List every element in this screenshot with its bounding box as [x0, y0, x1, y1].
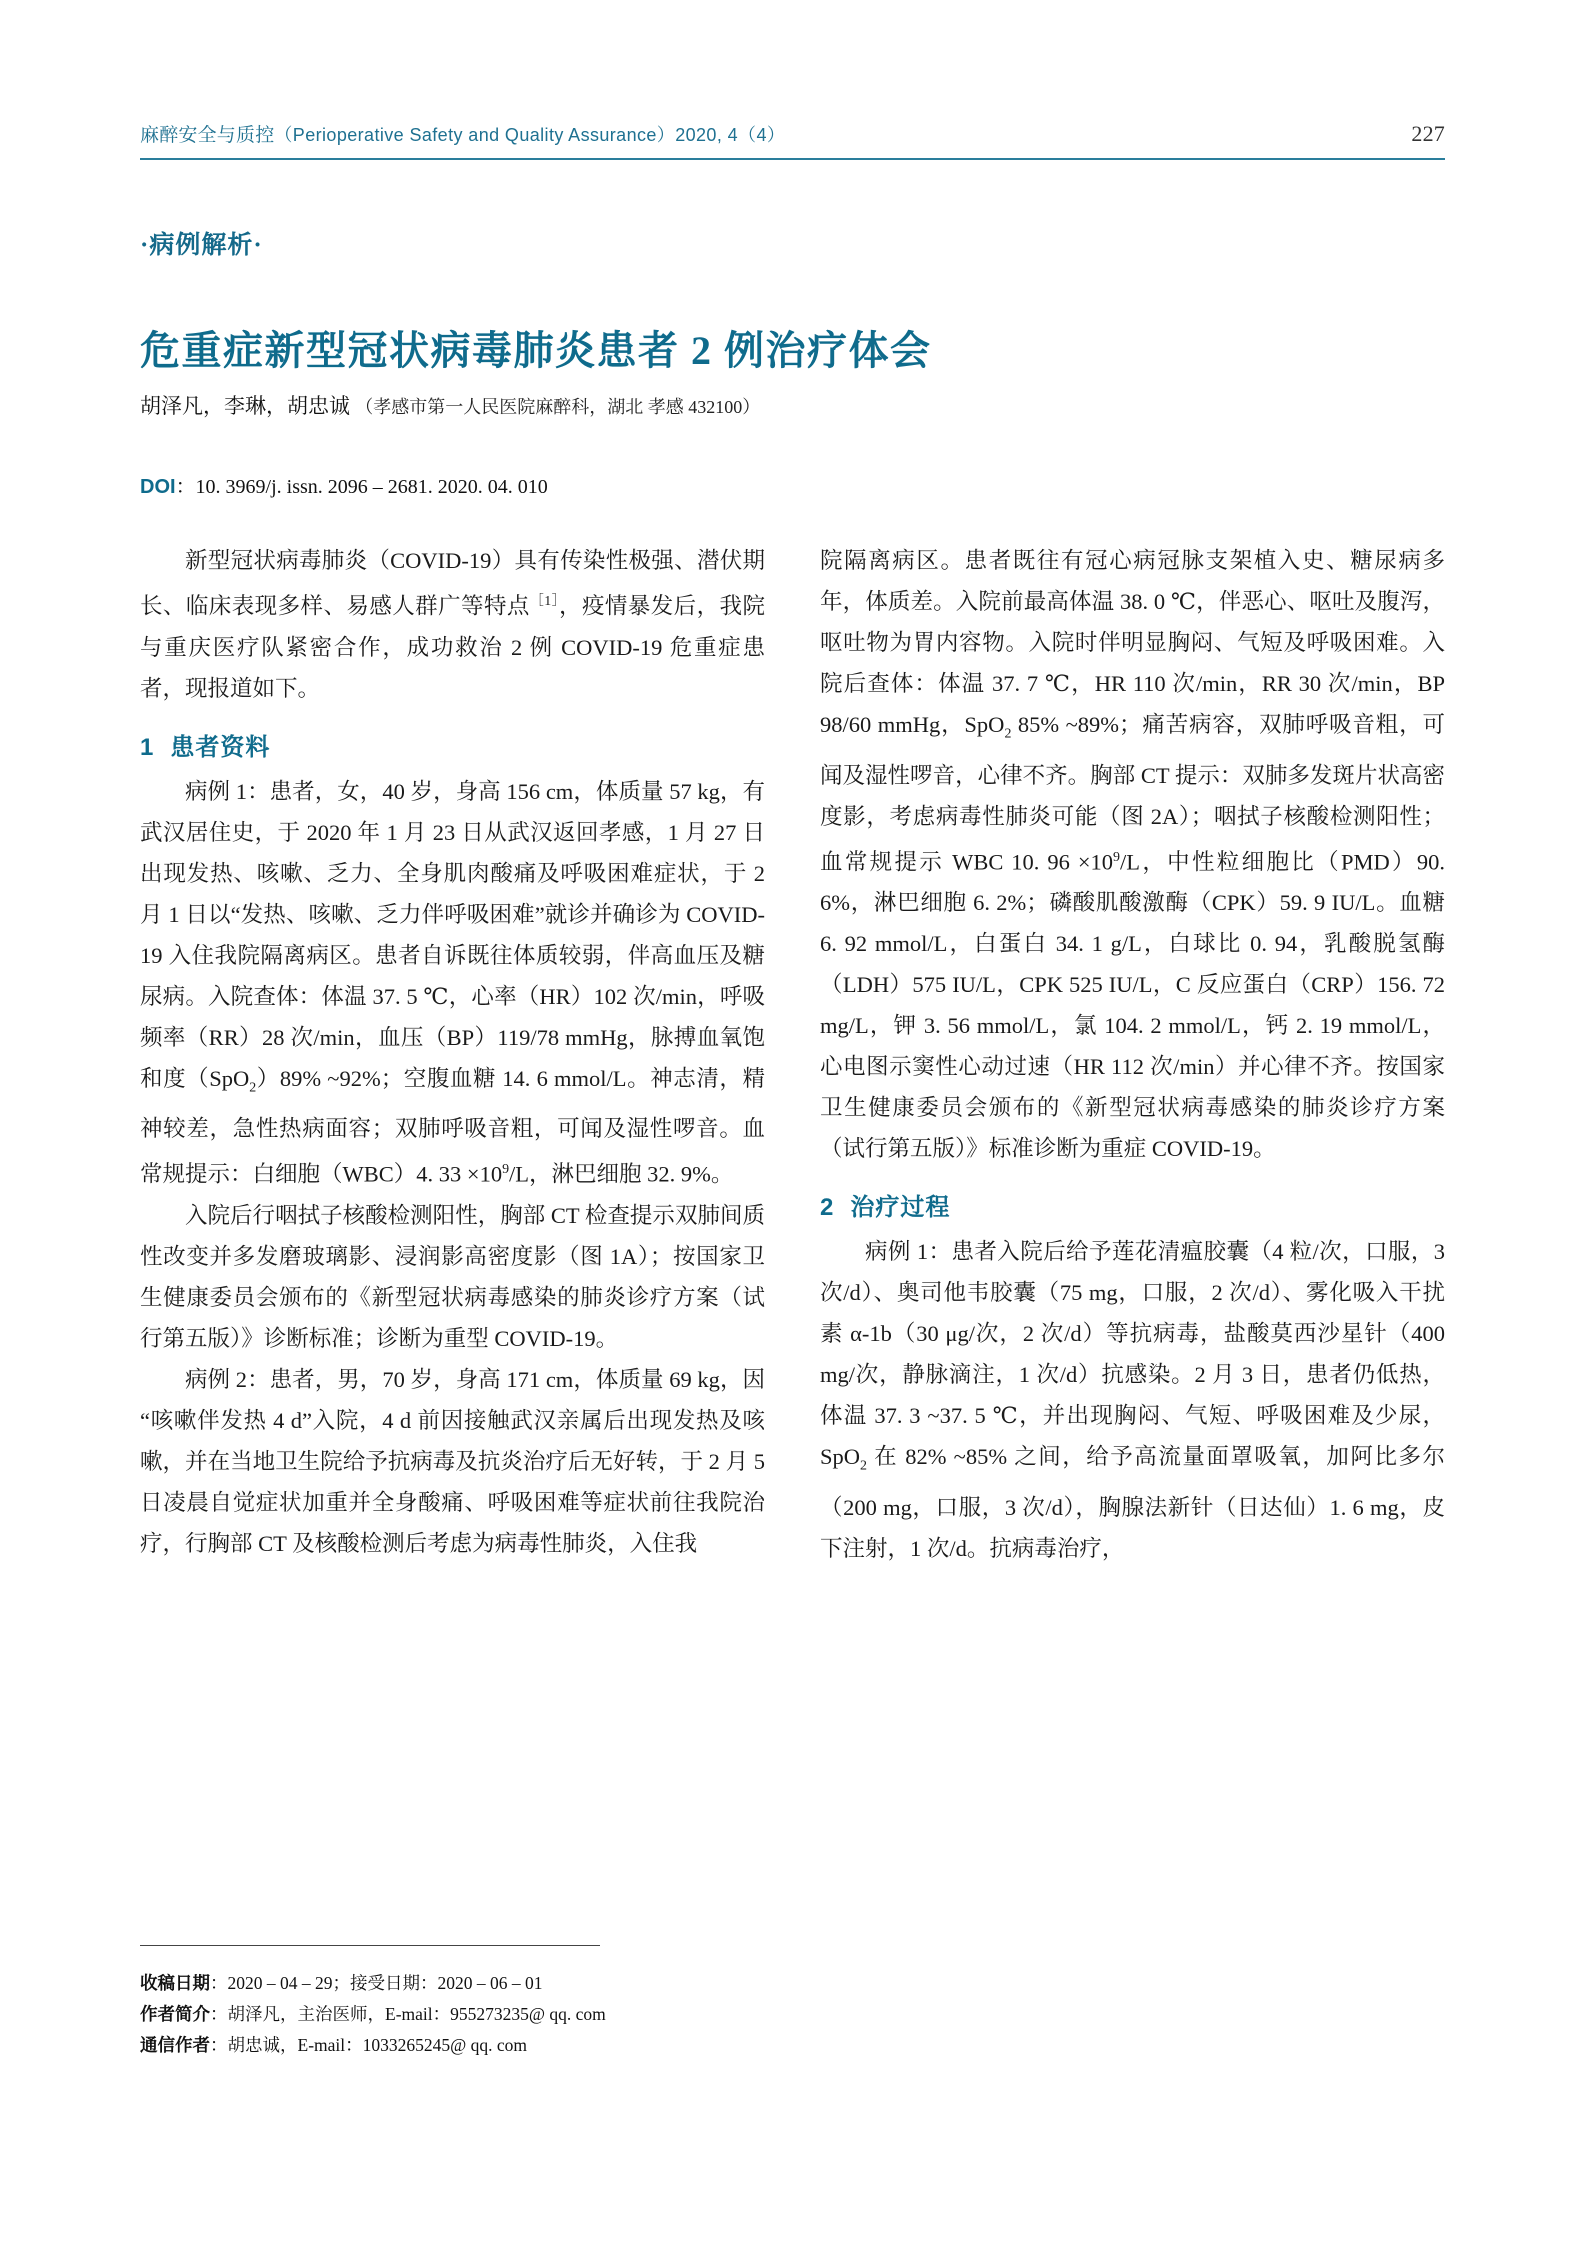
- section-title-2: 治疗过程: [850, 1195, 951, 1221]
- case2-text-b: 85% ~89%；痛苦病容，双肺呼吸音粗，可闻及湿性啰音，心律不齐。胸部 CT 提示：双肺多发斑片状高密度影，考虑病毒性肺炎可能（图 2A）；咽拭子核酸检测阳性；血常规提示 WBC 10. 96 ×10: [820, 712, 1445, 874]
- section-number: 1: [140, 733, 155, 761]
- page-title: 危重症新型冠状病毒肺炎患者 2 例治疗体会: [140, 327, 932, 373]
- footnote-dates-value: ：2020 – 04 – 29；接受日期：2020 – 06 – 01: [210, 1973, 543, 1993]
- section-heading-patients: [140, 727, 765, 769]
- case2-text-c: /L，中性粒细胞比（PMD）90. 6%，淋巴细胞 6. 2%；磷酸肌酸激酶（CPK）59. 9 IU/L。血糖 6. 92 mmol/L，白蛋白 34. 1 g/L，白球比 0. 94，乳酸脱氢酶（LDH）575 IU/L，CPK 525 IU/L，C 反应蛋白（CRP）156. 72 mg/L，钾 3. 56 mmol/L，氯 104. 2 mmol/L，钙 2. 19 mmol/L，心电图示窦性心动过速（HR 112 次/min）并心律不齐。按国家卫生健康委员会颁布的《新型冠状病毒感染的肺炎诊疗方案（试行第五版）》标准诊断为重症 COVID-19。: [820, 849, 1445, 1161]
- paragraph-case2-continued: [820, 540, 1445, 1169]
- footnote-corresponding-value: ：胡忠诚，E-mail：1033265245@ qq. com: [210, 2035, 527, 2055]
- running-head: [140, 120, 1445, 147]
- paragraph-case2-admission: 病例 2：患者，男，70 岁，身高 171 cm，体质量 69 kg，因“咳嗽伴发热 4 d”入院，4 d 前因接触武汉亲属后出现发热及咳嗽，并在当地卫生院给予抗病毒及抗炎治疗后无好转，于 2 月 5 日凌晨自觉症状加重并全身酸痛、呼吸困难等症状前往我院治疗，行胸部 CT 及核酸检测后考虑为病毒性肺炎，入住我: [140, 1366, 765, 1556]
- author-names: 胡泽凡，李琳，胡忠诚: [140, 394, 350, 418]
- case1-text-c: /L，淋巴细胞 32. 9%。: [509, 1161, 734, 1187]
- intro-text-rest: ，疫情暴发后，我院与重庆医疗队紧密合作，成功救治 2 例 COVID-19 危重症患者，现报道如下。: [140, 593, 765, 701]
- treat1-text-b: 在 82% ~85% 之间，给予高流量面罩吸氧，加阿比多尔（200 mg，口服，3 次/d），胸腺法新针（日达仙）1. 6 mg，皮下注射，1 次/d。抗病毒治疗，: [820, 1444, 1445, 1561]
- footnote-dates-label: 收稿日期: [140, 1973, 210, 1993]
- footnote-block: [140, 1968, 760, 2061]
- footnote-author-bio-label: 作者简介: [140, 2004, 210, 2024]
- doi-line: [140, 470, 548, 499]
- paragraph-case1-diagnosis: 入院后行咽拭子核酸检测阳性，胸部 CT 检查提示双肺间质性改变并多发磨玻璃影、浸润影高密度影（图 1A）；按国家卫生健康委员会颁布的《新型冠状病毒感染的肺炎诊疗方案（试行第五版）》诊断标准；诊断为重型 COVID-19。: [140, 1202, 765, 1351]
- footnote-author-bio-value: ：胡泽凡，主治医师，E-mail：955273235@ qq. com: [210, 2004, 606, 2024]
- wbc-exponent-1: 9: [502, 1162, 510, 1177]
- author-line: [140, 390, 760, 420]
- section-number-2: 2: [820, 1194, 835, 1221]
- case1-text-a: 病例 1：患者，女，40 岁，身高 156 cm，体质量 57 kg，有武汉居住史，于 2020 年 1 月 23 日从武汉返回孝感，1 月 27 日出现发热、咳嗽、乏力、全身肌肉酸痛及呼吸困难症状，于 2 月 1 日以“发热、咳嗽、乏力伴呼吸困难”就诊并确诊为 COVID-19 入住我院隔离病区。患者自诉既往体质较弱，伴高血压及糖尿病。入院查体：体温 37. 5 ℃，心率（HR）102 次/min，呼吸频率（RR）28 次/min，血压（BP）119/78 mmHg，脉搏血氧饱和度（SpO: [140, 778, 765, 1091]
- doi-label: DOI: [140, 476, 176, 498]
- paragraph-case1-admission: [140, 771, 765, 1195]
- header-divider: [140, 158, 1445, 160]
- spo2-subscript-3: 2: [860, 1458, 867, 1474]
- footnote-author-bio: [140, 1999, 760, 2030]
- author-affiliation: （孝感市第一人民医院麻醉科，湖北 孝感 432100）: [355, 397, 761, 417]
- footnote-dates: [140, 1968, 760, 1999]
- treat1-text-a: 病例 1：患者入院后给予莲花清瘟胶囊（4 粒/次，口服，3 次/d）、奥司他韦胶囊（75 mg，口服，2 次/d）、雾化吸入干扰素 α-1b（30 μg/次，2 次/d）等抗病毒，盐酸莫西沙星针（400 mg/次，静脉滴注，1 次/d）抗感染。2 月 3 日，患者仍低热，体温 37. 3 ~37. 5 ℃，并出现胸闷、气短、呼吸困难及少尿，SpO: [820, 1239, 1445, 1469]
- case2-text-a: 院隔离病区。患者既往有冠心病冠脉支架植入史、糖尿病多年，体质差。入院前最高体温 38. 0 ℃，伴恶心、呕吐及腹泻，呕吐物为胃内容物。入院时伴明显胸闷、气短及呼吸困难。入院后查体：体温 37. 7 ℃，HR 110 次/min，RR 30 次/min，BP 98/60 mmHg，SpO: [820, 548, 1445, 737]
- section-title: 患者资料: [170, 734, 271, 761]
- column-left: [140, 540, 765, 1564]
- footnote-corresponding: [140, 2030, 760, 2061]
- wbc-exponent-2: 9: [1113, 849, 1120, 865]
- paragraph-intro: [140, 540, 765, 709]
- journal-title-cn: 麻醉安全与质控: [140, 125, 275, 146]
- page-number: 227: [1411, 121, 1445, 146]
- journal-issue: 2020, 4（4）: [675, 125, 786, 145]
- spo2-subscript-2: 2: [1004, 726, 1012, 742]
- spo2-subscript-1: 2: [249, 1080, 257, 1095]
- column-right: [820, 540, 1445, 1569]
- section-heading-treatment: [820, 1187, 1445, 1229]
- doi-value: ：10. 3969/j. issn. 2096 – 2681. 2020. 04. 010: [175, 476, 548, 498]
- journal-title-en: （Perioperative Safety and Quality Assurance）: [274, 125, 676, 145]
- intro-reference: ［1］: [529, 594, 560, 609]
- case1-text-b: ）89% ~92%；空腹血糖 14. 6 mmol/L。神志清，精神较差，急性热病面容；双肺呼吸音粗，可闻及湿性啰音。血常规提示：白细胞（WBC）4. 33 ×10: [140, 1065, 765, 1187]
- footnote-corresponding-label: 通信作者: [140, 2035, 210, 2055]
- footnote-divider: [140, 1945, 600, 1946]
- intro-text: 新型冠状病毒肺炎（COVID-19）具有传染性极强、潜伏期长、临床表现多样、易感人群广等特点: [140, 548, 765, 619]
- section-kicker: ·病例解析·: [140, 232, 263, 259]
- paragraph-treatment-case1: [820, 1231, 1445, 1569]
- journal-title: [140, 120, 785, 147]
